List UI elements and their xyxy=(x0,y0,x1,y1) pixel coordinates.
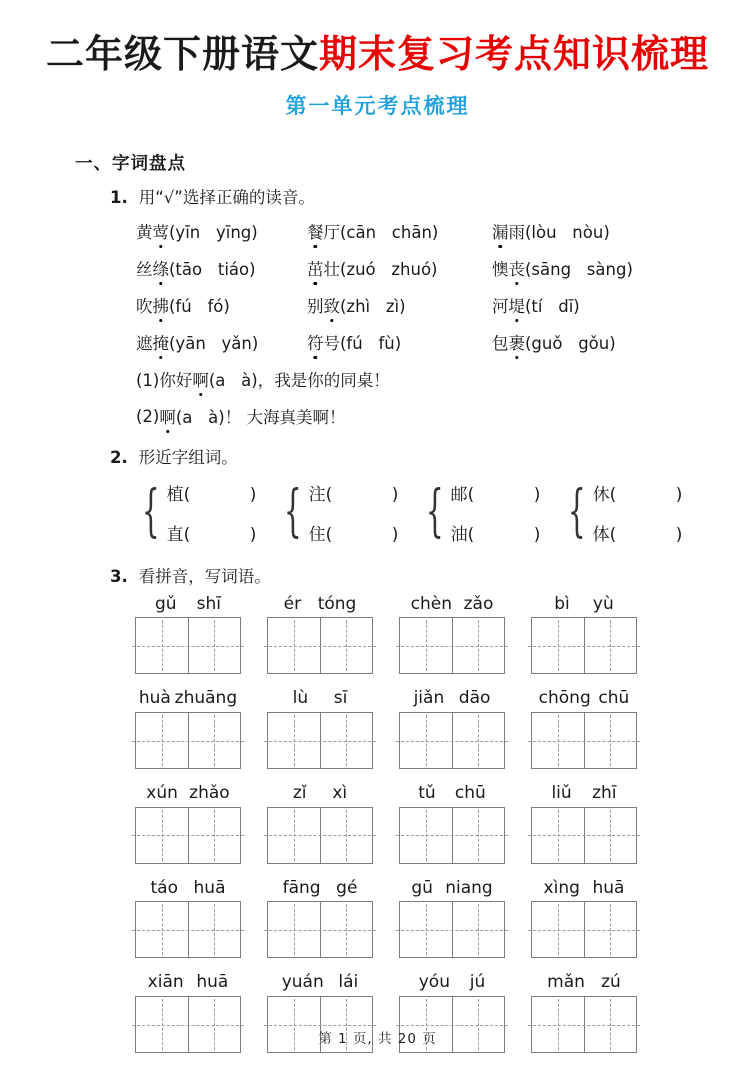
title-black-part: 二年级下册语文 xyxy=(45,31,319,76)
writing-unit xyxy=(267,689,373,769)
similar-char-pairs xyxy=(133,480,755,545)
word-entry: 河堤(tí dī) xyxy=(492,293,755,317)
word-row xyxy=(136,250,755,287)
grid-midline xyxy=(528,741,640,742)
dotted-char: 莺 xyxy=(153,219,170,243)
pinyin-writing-section xyxy=(135,595,755,1053)
writing-unit xyxy=(267,784,373,864)
grid-midline xyxy=(132,930,244,931)
question-1-text: 用“√”选择正确的读音。 xyxy=(138,187,315,207)
writing-grid-box xyxy=(135,712,241,769)
grid-midline xyxy=(528,930,640,931)
writing-row xyxy=(135,879,755,959)
char-pair: { 植( ) 直( ) xyxy=(141,479,257,545)
grid-midline xyxy=(396,646,508,647)
writing-unit xyxy=(399,689,505,769)
question-1 xyxy=(110,184,755,208)
grid-midline xyxy=(528,835,640,836)
pinyin-label: ér tóng xyxy=(283,593,357,614)
pinyin-label: yóu jú xyxy=(418,972,486,993)
sub-item-2: (2) 啊 (a à)！ 大海真美啊！ xyxy=(136,398,755,435)
pinyin-label: xiān huā xyxy=(147,972,229,993)
brace-icon: { xyxy=(567,479,586,545)
grid-midline xyxy=(132,741,244,742)
pinyin-label: chōng chū xyxy=(538,688,630,709)
dotted-char: 掩 xyxy=(153,330,170,354)
writing-unit xyxy=(135,689,241,769)
writing-unit xyxy=(531,595,637,675)
grid-midline xyxy=(264,930,376,931)
writing-grid-box xyxy=(531,712,637,769)
grid-midline xyxy=(264,1025,376,1026)
writing-grid-box xyxy=(267,901,373,958)
pinyin-label: bì yù xyxy=(554,593,614,614)
writing-unit xyxy=(399,784,505,864)
writing-grid-box xyxy=(135,617,241,674)
question-3-text: 看拼音，写词语。 xyxy=(138,566,271,586)
word-entry: 丝绦(tāo tiáo) xyxy=(136,256,307,280)
dotted-char: 漏 xyxy=(492,219,509,243)
word-row xyxy=(136,287,755,324)
dotted-char: 丧 xyxy=(509,256,526,280)
writing-grid-box xyxy=(135,807,241,864)
word-entry: 漏雨(lòu nòu) xyxy=(492,219,755,243)
writing-row xyxy=(135,784,755,864)
dotted-char: 堤 xyxy=(509,293,526,317)
word-entry: 餐厅(cān chān) xyxy=(307,219,492,243)
writing-grid-box xyxy=(135,901,241,958)
writing-unit xyxy=(531,879,637,959)
pinyin-label: zǐ xì xyxy=(292,783,348,804)
writing-grid-box xyxy=(399,807,505,864)
dotted-char: 裹 xyxy=(509,330,526,354)
writing-row xyxy=(135,595,755,675)
word-entry: 符号(fú fù) xyxy=(307,330,492,354)
pinyin-label: xìng huā xyxy=(543,877,625,898)
writing-grid-box xyxy=(531,617,637,674)
page-footer: 第 1 页, 共 20 页 xyxy=(318,1031,437,1047)
grid-midline xyxy=(132,646,244,647)
writing-unit xyxy=(399,879,505,959)
pinyin-label: xún zhǎo xyxy=(146,783,230,804)
writing-unit xyxy=(267,595,373,675)
dotted-char: 茁 xyxy=(307,256,324,280)
writing-unit xyxy=(399,595,505,675)
grid-midline xyxy=(528,1025,640,1026)
dotted-char: 啊 xyxy=(192,367,209,391)
question-2-number: 2. xyxy=(110,447,128,467)
grid-midline xyxy=(132,1025,244,1026)
grid-midline xyxy=(264,646,376,647)
char-pair: { 休( ) 体( ) xyxy=(567,479,683,545)
word-row xyxy=(136,324,755,361)
pronunciation-word-grid xyxy=(136,213,755,361)
question-2-text: 形近字组词。 xyxy=(138,447,238,467)
sub-item-1: (1)你好 啊 (a à)，我是你的同桌！ xyxy=(136,361,755,398)
unit-subtitle: 第一单元考点梳理 xyxy=(285,92,470,118)
pinyin-label: jiǎn dāo xyxy=(413,688,491,709)
word-row xyxy=(136,213,755,250)
word-entry: 懊丧(sāng sàng) xyxy=(492,256,755,280)
writing-grid-box xyxy=(267,712,373,769)
word-entry: 茁壮(zuó zhuó) xyxy=(307,256,492,280)
grid-midline xyxy=(396,741,508,742)
pinyin-label: gǔ shī xyxy=(155,593,221,614)
writing-row xyxy=(135,689,755,769)
writing-grid-box xyxy=(267,807,373,864)
writing-unit xyxy=(267,879,373,959)
writing-unit xyxy=(135,595,241,675)
title-red-part: 期末复习考点知识梳理 xyxy=(319,31,710,76)
writing-unit xyxy=(531,689,637,769)
grid-midline xyxy=(396,835,508,836)
grid-midline xyxy=(264,741,376,742)
writing-unit xyxy=(135,784,241,864)
question-3-number: 3. xyxy=(110,566,128,586)
writing-unit xyxy=(135,879,241,959)
dotted-char: 啊 xyxy=(159,404,176,428)
pinyin-label: lù sī xyxy=(292,688,348,709)
pinyin-label: gū niang xyxy=(411,877,493,898)
pinyin-label: táo huā xyxy=(150,877,226,898)
grid-midline xyxy=(264,835,376,836)
brace-icon: { xyxy=(141,479,160,545)
pinyin-label: fāng gé xyxy=(282,877,358,898)
word-entry: 黄莺(yīn yīng) xyxy=(136,219,307,243)
dotted-char: 拂 xyxy=(153,293,170,317)
writing-grid-box xyxy=(531,807,637,864)
question-3 xyxy=(110,563,755,587)
dotted-char: 致 xyxy=(324,293,341,317)
pinyin-label: chèn zǎo xyxy=(410,593,494,614)
writing-grid-box xyxy=(399,901,505,958)
grid-midline xyxy=(396,930,508,931)
writing-grid-box xyxy=(531,901,637,958)
char-pair: { 注( ) 住( ) xyxy=(283,479,399,545)
pinyin-label: yuán lái xyxy=(281,972,359,993)
pinyin-label: mǎn zú xyxy=(547,972,621,993)
word-entry: 别致(zhì zì) xyxy=(307,293,492,317)
writing-grid-box xyxy=(399,617,505,674)
brace-icon: { xyxy=(283,479,302,545)
page-title xyxy=(0,32,755,76)
grid-midline xyxy=(528,646,640,647)
word-entry: 遮掩(yān yǎn) xyxy=(136,330,307,354)
char-pair: { 邮( ) 油( ) xyxy=(425,479,541,545)
writing-grid-box xyxy=(399,712,505,769)
grid-midline xyxy=(132,835,244,836)
grid-midline xyxy=(396,1025,508,1026)
word-entry: 包裹(guǒ gǒu) xyxy=(492,330,755,354)
pinyin-label: huà zhuāng xyxy=(138,688,238,709)
word-entry: 吹拂(fú fó) xyxy=(136,293,307,317)
writing-unit xyxy=(531,784,637,864)
writing-grid-box xyxy=(267,617,373,674)
pinyin-label: liǔ zhī xyxy=(551,783,617,804)
question-1-number: 1. xyxy=(110,187,128,207)
dotted-char: 绦 xyxy=(153,256,170,280)
question-2 xyxy=(110,444,755,468)
section-1-heading: 一、字词盘点 xyxy=(75,153,186,174)
dotted-char: 符 xyxy=(307,330,324,354)
pinyin-label: tǔ chū xyxy=(418,783,486,804)
dotted-char: 餐 xyxy=(307,219,324,243)
brace-icon: { xyxy=(425,479,444,545)
